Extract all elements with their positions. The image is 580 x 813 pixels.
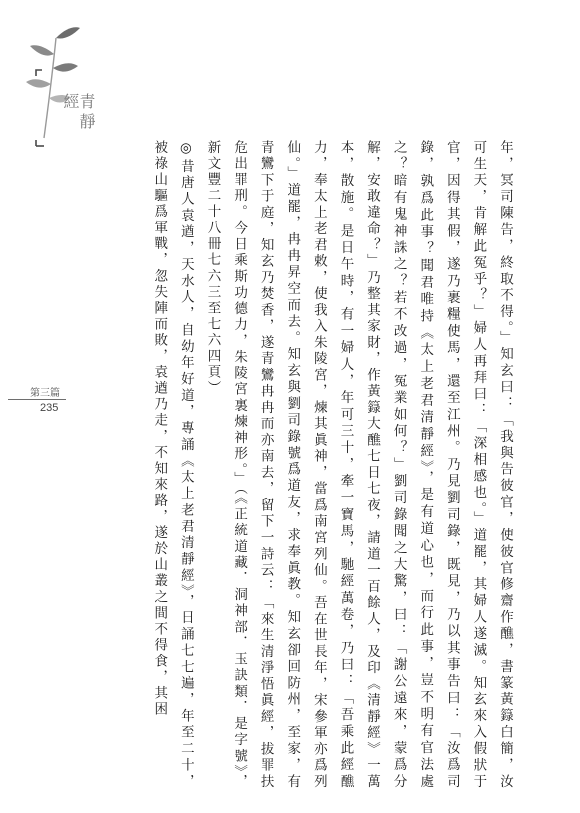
paragraph-2 [146, 140, 199, 790]
chapter-label: 第三篇 [30, 388, 60, 399]
logo-title: 青靜經 [61, 93, 96, 133]
page-number: 235 [40, 402, 59, 414]
section-marker: ◎ [177, 140, 194, 159]
book-logo [22, 18, 96, 148]
paragraph-2-text: 昔唐人袁遒，天水人，自幼年好道，專誦《太上老君清靜經》，日誦七七遍，年至二十，被祿山驅爲軍戰，忽失陣而敗，袁遒乃走，不知來路，遂於山叢之間不得食，其困 [151, 140, 194, 790]
paragraph-1: 年，冥司陳告，終取不得。」知玄曰：「我與告彼官，使彼官修齋作醮，書篆黃籙白簡，汝可生天，肯解此冤乎？」婦人再拜曰：「深相感也。」道罷，其婦人遂滅。知玄來入假狀于官，因得其假，遂乃裹糧使馬，還至江州。乃見劉司錄，既見，乃以其事告曰：「汝爲司錄，孰爲此事？聞君唯持《太上老君清靜經》，是有道心也，而行此事，豈不明有官法處之？暗有鬼神誅之？若不改過，冤業如何？」劉司錄聞之大驚，曰：「謝公遠來，蒙爲分解，安敢違命？」乃整其家財，作黃籙大醮七日七夜，請道一百餘人，及印《清靜經》一萬本，散施。是日午時，有一婦人，年可三十，牽一寶馬，馳經萬卷，乃曰：「吾乘此經醮力，奉太上老君敕，使我入朱陵宮，煉其眞神，當爲南宮列仙。吾在世長年，宋參軍亦爲列仙。」道罷，冉冉昇空而去。知玄與劉司錄號爲道友，求奉眞教。知玄卻回防州，至家，有青鸞下于庭，知玄乃焚香，遂青鸞冉冉而亦南去，留下一詩云：「來生清淨悟眞經，拔罪扶危出罪刑。今日乘斯功德力，朱陵宮裏煉神形。」（《正統道藏．洞神部．玉訣類．是字號》，新文豐二十八冊七六三至七六四頁） [204, 140, 513, 790]
page-body [78, 140, 518, 790]
footer-rule [8, 399, 66, 400]
